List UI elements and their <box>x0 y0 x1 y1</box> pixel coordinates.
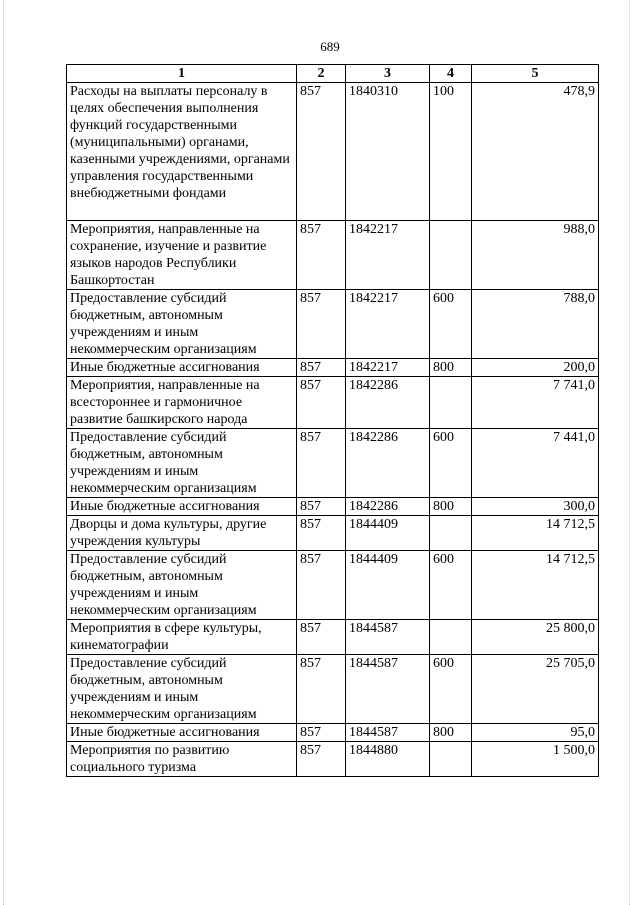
table-row <box>67 620 599 655</box>
row-code-3: 1844880 <box>346 742 430 777</box>
row-name: Мероприятия, направленные на всестороннее и гармоничное развитие башкирского народа <box>67 377 297 429</box>
table-row <box>67 551 599 620</box>
row-code-3: 1844587 <box>346 655 430 724</box>
page-number: 689 <box>320 39 340 54</box>
row-code-3: 1842286 <box>346 498 430 516</box>
row-code-4: 800 <box>430 724 472 742</box>
row-code-2: 857 <box>297 221 346 290</box>
row-code-2: 857 <box>297 551 346 620</box>
table-header <box>67 65 599 83</box>
row-code-2: 857 <box>297 83 346 221</box>
row-amount: 14 712,5 <box>472 516 599 551</box>
row-code-2: 857 <box>297 742 346 777</box>
row-code-3: 1844409 <box>346 551 430 620</box>
row-code-4: 600 <box>430 290 472 359</box>
row-name: Предоставление субсидий бюджетным, автономным учреждениям и иным некоммерческим организациям <box>67 551 297 620</box>
row-code-4 <box>430 377 472 429</box>
table-row <box>67 498 599 516</box>
row-amount: 988,0 <box>472 221 599 290</box>
col-4-header: 4 <box>430 65 472 83</box>
table-row <box>67 516 599 551</box>
row-code-3: 1844587 <box>346 620 430 655</box>
table-row <box>67 83 599 221</box>
row-amount: 7 741,0 <box>472 377 599 429</box>
row-code-2: 857 <box>297 620 346 655</box>
row-code-4: 800 <box>430 359 472 377</box>
row-name: Дворцы и дома культуры, другие учреждения культуры <box>67 516 297 551</box>
row-code-3: 1842217 <box>346 221 430 290</box>
row-amount: 7 441,0 <box>472 429 599 498</box>
row-code-2: 857 <box>297 655 346 724</box>
row-code-3: 1844409 <box>346 516 430 551</box>
row-code-4: 600 <box>430 551 472 620</box>
col-1-header: 1 <box>67 65 297 83</box>
table-row <box>67 742 599 777</box>
row-name: Иные бюджетные ассигнования <box>67 498 297 516</box>
header-row <box>67 65 599 83</box>
row-amount: 300,0 <box>472 498 599 516</box>
row-amount: 25 705,0 <box>472 655 599 724</box>
row-code-3: 1844587 <box>346 724 430 742</box>
row-code-4: 100 <box>430 83 472 221</box>
row-code-4 <box>430 221 472 290</box>
table-row <box>67 290 599 359</box>
row-code-2: 857 <box>297 429 346 498</box>
row-name: Иные бюджетные ассигнования <box>67 359 297 377</box>
row-code-4: 800 <box>430 498 472 516</box>
row-code-4: 600 <box>430 655 472 724</box>
col-3-header: 3 <box>346 65 430 83</box>
row-code-4: 600 <box>430 429 472 498</box>
row-code-2: 857 <box>297 516 346 551</box>
table-row <box>67 377 599 429</box>
budget-table <box>66 64 599 777</box>
row-amount: 478,9 <box>472 83 599 221</box>
row-name: Расходы на выплаты персоналу в целях обеспечения выполнения функций государственными (муниципальными) органами, казенными учреждениями, органами управления государственными внебюджетными фондами <box>67 83 297 221</box>
row-code-4 <box>430 516 472 551</box>
row-name: Мероприятия в сфере культуры, кинематографии <box>67 620 297 655</box>
col-2-header: 2 <box>297 65 346 83</box>
right-page-edge <box>629 0 631 905</box>
table-row <box>67 655 599 724</box>
row-amount: 200,0 <box>472 359 599 377</box>
row-amount: 95,0 <box>472 724 599 742</box>
row-amount: 788,0 <box>472 290 599 359</box>
row-name: Иные бюджетные ассигнования <box>67 724 297 742</box>
row-code-3: 1842286 <box>346 429 430 498</box>
row-name: Мероприятия по развитию социального туризма <box>67 742 297 777</box>
left-page-edge <box>3 0 5 905</box>
row-code-2: 857 <box>297 498 346 516</box>
table-row <box>67 359 599 377</box>
row-amount: 1 500,0 <box>472 742 599 777</box>
table-row <box>67 724 599 742</box>
row-name: Предоставление субсидий бюджетным, автономным учреждениям и иным некоммерческим организациям <box>67 655 297 724</box>
row-code-2: 857 <box>297 290 346 359</box>
row-amount: 14 712,5 <box>472 551 599 620</box>
table-row <box>67 221 599 290</box>
row-code-3: 1842217 <box>346 290 430 359</box>
row-code-3: 1840310 <box>346 83 430 221</box>
row-code-4 <box>430 620 472 655</box>
row-code-3: 1842286 <box>346 377 430 429</box>
row-code-4 <box>430 742 472 777</box>
col-5-header: 5 <box>472 65 599 83</box>
row-code-3: 1842217 <box>346 359 430 377</box>
table-row <box>67 429 599 498</box>
row-name: Предоставление субсидий бюджетным, автономным учреждениям и иным некоммерческим организациям <box>67 429 297 498</box>
row-code-2: 857 <box>297 377 346 429</box>
row-name: Предоставление субсидий бюджетным, автономным учреждениям и иным некоммерческим организациям <box>67 290 297 359</box>
row-name: Мероприятия, направленные на сохранение, изучение и развитие языков народов Республики Башкортостан <box>67 221 297 290</box>
table-body <box>67 83 599 777</box>
row-code-2: 857 <box>297 359 346 377</box>
row-amount: 25 800,0 <box>472 620 599 655</box>
row-code-2: 857 <box>297 724 346 742</box>
